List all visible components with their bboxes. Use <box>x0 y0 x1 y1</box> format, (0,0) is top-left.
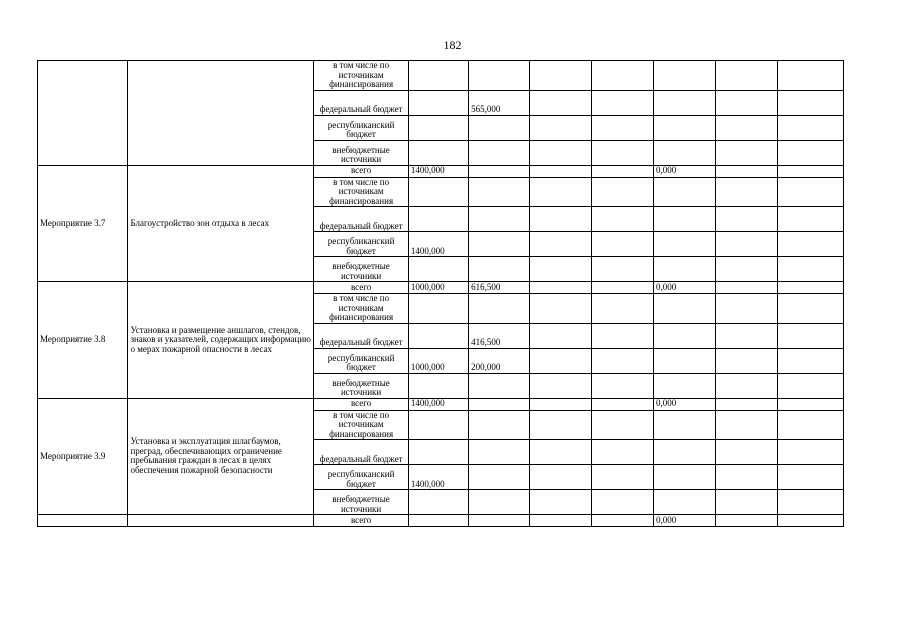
value-cell <box>716 282 777 294</box>
value-cell <box>530 282 591 294</box>
value-cell <box>530 515 591 527</box>
source-cell: в том числе по источникам финансирования <box>314 410 408 440</box>
value-cell <box>716 323 777 348</box>
measure-label: Мероприятие 3.8 <box>38 282 128 399</box>
value-cell <box>591 515 653 527</box>
value-cell <box>469 398 530 410</box>
value-cell <box>530 90 591 115</box>
value-cell: 416,500 <box>469 323 530 348</box>
value-cell: 1000,000 <box>408 348 468 373</box>
value-cell <box>654 348 716 373</box>
value-cell <box>716 465 777 490</box>
source-cell: федеральный бюджет <box>314 440 408 465</box>
value-cell <box>530 348 591 373</box>
value-cell <box>716 165 777 177</box>
name-cell <box>128 515 314 527</box>
label-cell <box>38 515 128 527</box>
value-cell <box>777 165 843 177</box>
source-cell: всего <box>314 165 408 177</box>
source-cell: всего <box>314 398 408 410</box>
value-cell <box>777 398 843 410</box>
value-cell: 1400,000 <box>408 165 468 177</box>
budget-table <box>37 60 844 527</box>
table-row <box>38 61 844 91</box>
value-cell <box>654 90 716 115</box>
source-cell: в том числе по источникам финансирования <box>314 61 408 91</box>
label-cell <box>38 61 128 166</box>
measure-name: Установка и размещение аншлагов, стендов, знаков и указателей, содержащих информацию о мерах пожарной опасности в лесах <box>128 282 314 399</box>
table-row <box>38 282 844 294</box>
value-cell: 0,000 <box>654 398 716 410</box>
table-row <box>38 515 844 527</box>
table-row <box>38 165 844 177</box>
value-cell <box>408 515 468 527</box>
value-cell: 0,000 <box>654 165 716 177</box>
value-cell <box>469 465 530 490</box>
value-cell <box>716 232 777 257</box>
value-cell: 0,000 <box>654 515 716 527</box>
value-cell <box>716 515 777 527</box>
source-cell: в том числе по источникам финансирования <box>314 294 408 324</box>
source-cell: федеральный бюджет <box>314 207 408 232</box>
measure-label: Мероприятие 3.9 <box>38 398 128 515</box>
value-cell <box>777 515 843 527</box>
source-cell: федеральный бюджет <box>314 90 408 115</box>
value-cell <box>591 465 653 490</box>
value-cell <box>469 232 530 257</box>
value-cell <box>408 90 468 115</box>
value-cell: 1000,000 <box>408 282 468 294</box>
source-cell: всего <box>314 515 408 527</box>
value-cell <box>408 323 468 348</box>
value-cell: 1400,000 <box>408 232 468 257</box>
value-cell <box>530 165 591 177</box>
source-cell: внебюджетные источники <box>314 140 408 165</box>
value-cell <box>530 323 591 348</box>
value-cell <box>591 90 653 115</box>
value-cell <box>654 232 716 257</box>
source-cell: республиканский бюджет <box>314 115 408 140</box>
value-cell <box>777 465 843 490</box>
source-cell: республиканский бюджет <box>314 348 408 373</box>
measure-label: Мероприятие 3.7 <box>38 165 128 282</box>
value-cell <box>654 465 716 490</box>
value-cell <box>591 282 653 294</box>
value-cell <box>530 398 591 410</box>
source-cell: внебюджетные источники <box>314 257 408 282</box>
value-cell <box>777 90 843 115</box>
source-cell: федеральный бюджет <box>314 323 408 348</box>
value-cell <box>591 323 653 348</box>
name-cell <box>128 61 314 166</box>
value-cell <box>716 90 777 115</box>
measure-name: Благоустройство зон отдыха в лесах <box>128 165 314 282</box>
value-cell <box>469 165 530 177</box>
source-cell: в том числе по источникам финансирования <box>314 177 408 207</box>
value-cell <box>716 398 777 410</box>
table-row <box>38 398 844 410</box>
value-cell: 565,000 <box>469 90 530 115</box>
value-cell <box>530 232 591 257</box>
value-cell: 0,000 <box>654 282 716 294</box>
value-cell <box>654 323 716 348</box>
value-cell <box>591 165 653 177</box>
value-cell: 1400,000 <box>408 465 468 490</box>
value-cell <box>777 348 843 373</box>
page-number: 182 <box>443 38 462 52</box>
value-cell <box>777 282 843 294</box>
source-cell: внебюджетные источники <box>314 490 408 515</box>
value-cell: 616,500 <box>469 282 530 294</box>
value-cell <box>530 465 591 490</box>
value-cell: 1400,000 <box>408 398 468 410</box>
value-cell <box>591 348 653 373</box>
value-cell <box>777 323 843 348</box>
source-cell: республиканский бюджет <box>314 232 408 257</box>
measure-name: Установка и эксплуатация шлагбаумов, преград, обеспечивающих ограничение пребывания граждан в лесах в целях обеспечения пожарной безопасности <box>128 398 314 515</box>
value-cell <box>591 232 653 257</box>
value-cell <box>591 398 653 410</box>
source-cell: республиканский бюджет <box>314 465 408 490</box>
source-cell: всего <box>314 282 408 294</box>
value-cell <box>777 232 843 257</box>
value-cell <box>716 348 777 373</box>
value-cell <box>469 515 530 527</box>
source-cell: внебюджетные источники <box>314 373 408 398</box>
value-cell: 200,000 <box>469 348 530 373</box>
